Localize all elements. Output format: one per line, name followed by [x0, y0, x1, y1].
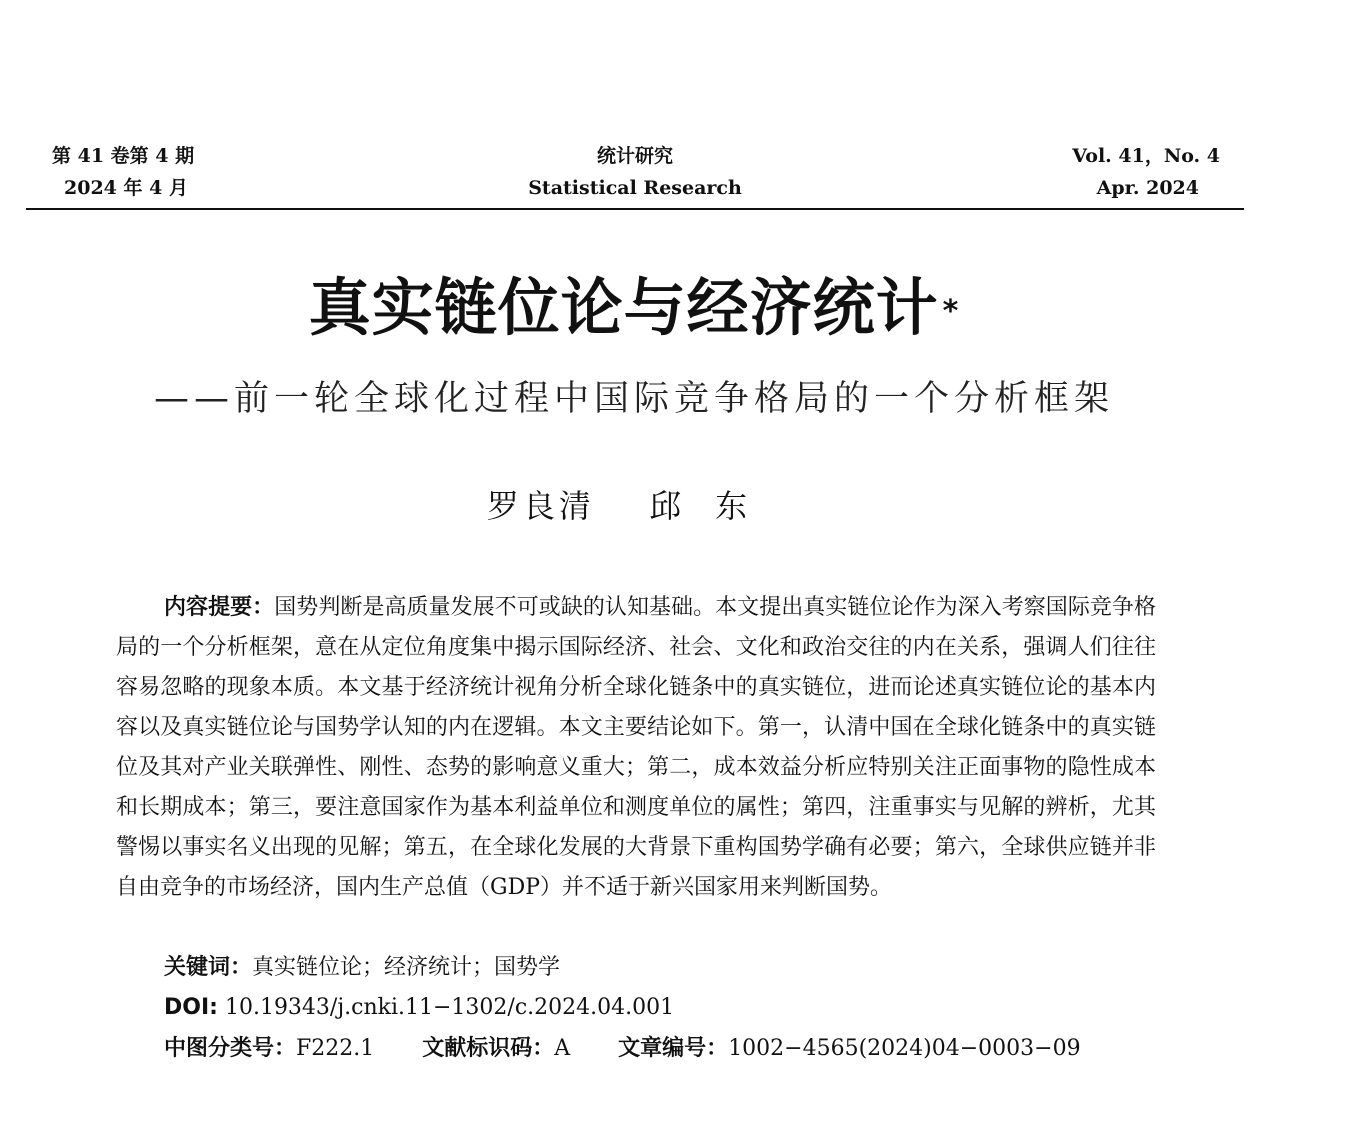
article-subtitle: ——前一轮全球化过程中国际竞争格局的一个分析框架: [153, 379, 1114, 419]
doi: [164, 988, 674, 1028]
clc-label: 中图分类号：: [164, 1036, 297, 1061]
header-center: [26, 140, 1244, 204]
volume-issue-cn: 第 41 卷第 4 期: [52, 145, 195, 167]
abstract: [116, 588, 1156, 908]
doc-code-value: A: [554, 1036, 571, 1061]
article-no-value: 1002−4565(2024)04−0003−09: [728, 1036, 1081, 1061]
journal-name-cn: 统计研究: [596, 145, 673, 167]
classification-line: [164, 1029, 1081, 1069]
running-header: [26, 140, 1244, 210]
abstract-text: 国势判断是高质量发展不可或缺的认知基础。本文提出真实链位论作为深入考察国际竞争格局的一个分析框架，意在从定位角度集中揭示国际经济、社会、文化和政治交往的内在关系，强调人们往往容易忽略的现象本质。本文基于经济统计视角分析全球化链条中的真实链位，进而论述真实链位论的基本内容以及真实链位论与国势学认知的内在逻辑。本文主要结论如下。第一，认清中国在全球化链条中的真实链位及其对产业关联弹性、刚性、态势的影响意义重大；第二，成本效益分析应特别关注正面事物的隐性成本和长期成本；第三，要注意国家作为基本利益单位和测度单位的属性；第四，注重事实与见解的辨析，尤其警惕以事实名义出现的见解；第五，在全球化发展的大背景下重构国势学确有必要；第六，全球供应链并非自由竞争的市场经济，国内生产总值（GDP）并不适于新兴国家用来判断国势。: [116, 595, 1156, 900]
author-2: 邱东: [649, 487, 782, 525]
author-1: 罗良清: [486, 487, 595, 525]
doi-label: DOI:: [164, 995, 218, 1020]
keywords-label: 关键词：: [164, 955, 253, 980]
author-list: [0, 482, 1268, 530]
article-title-text: 真实链位论与经济统计: [308, 271, 939, 344]
date-en: Apr. 2024: [1096, 177, 1199, 199]
clc-value: F222.1: [296, 1036, 375, 1061]
doi-value: 10.19343/j.cnki.11−1302/c.2024.04.001: [224, 995, 675, 1020]
date-cn: 2024 年 4 月: [64, 177, 188, 199]
volume-issue-en: Vol. 41，No. 4: [1072, 145, 1220, 167]
article-no-label: 文章编号：: [618, 1036, 729, 1061]
keywords-text: 真实链位论；经济统计；国势学: [252, 955, 561, 980]
journal-name-en: Statistical Research: [528, 177, 742, 199]
header-right: [1072, 140, 1220, 204]
title-footnote-mark: *: [942, 294, 960, 329]
article-title: [0, 268, 1268, 348]
header-rule: [26, 208, 1244, 210]
keywords: [164, 948, 560, 988]
doc-code-label: 文献标识码：: [422, 1036, 555, 1061]
abstract-label: 内容提要：: [164, 595, 275, 620]
